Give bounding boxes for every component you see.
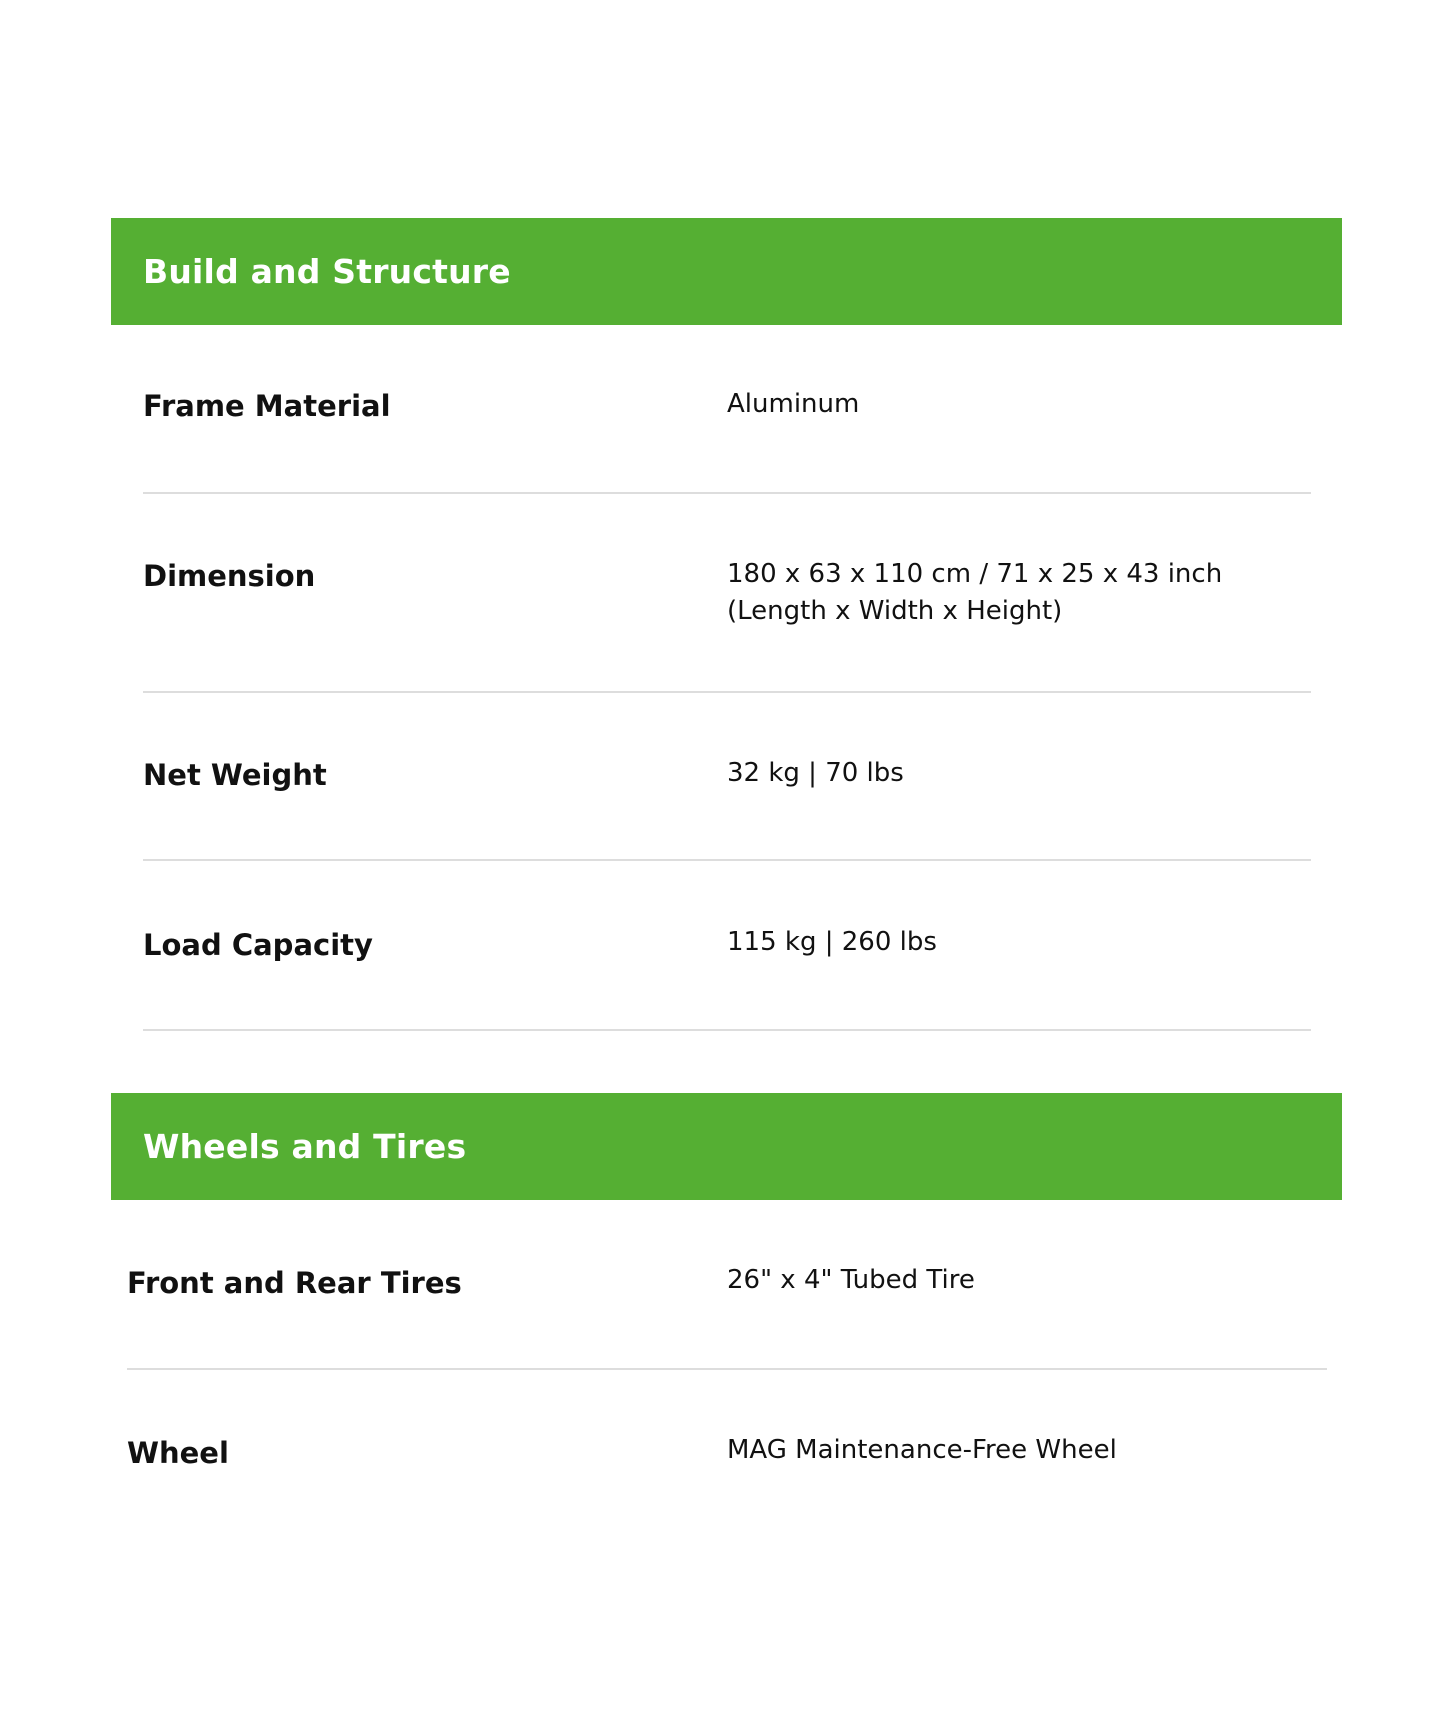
row-divider bbox=[143, 492, 1311, 494]
spec-value-dimension-line-1: 180 x 63 x 110 cm / 71 x 25 x 43 inch bbox=[727, 559, 1223, 589]
row-divider bbox=[143, 691, 1311, 693]
spec-label-net-weight: Net Weight bbox=[143, 758, 327, 792]
spec-value-dimension-line-2: (Length x Width x Height) bbox=[727, 596, 1063, 626]
section-title: Build and Structure bbox=[143, 252, 511, 291]
section-header-build-and-structure bbox=[111, 218, 1342, 325]
row-divider bbox=[127, 1368, 1327, 1370]
row-divider bbox=[143, 1029, 1311, 1031]
spec-label-wheel: Wheel bbox=[127, 1436, 229, 1470]
spec-value-wheel: MAG Maintenance-Free Wheel bbox=[727, 1435, 1117, 1465]
spec-label-frame-material: Frame Material bbox=[143, 389, 391, 423]
spec-value-load-capacity: 115 kg | 260 lbs bbox=[727, 927, 937, 957]
spec-value-front-and-rear-tires: 26" x 4" Tubed Tire bbox=[727, 1265, 975, 1295]
spec-label-load-capacity: Load Capacity bbox=[143, 928, 373, 962]
spec-value-frame-material: Aluminum bbox=[727, 389, 860, 419]
spec-label-front-and-rear-tires: Front and Rear Tires bbox=[127, 1266, 462, 1300]
spec-value-net-weight: 32 kg | 70 lbs bbox=[727, 758, 904, 788]
section-title: Wheels and Tires bbox=[143, 1127, 467, 1166]
row-divider bbox=[143, 859, 1311, 861]
section-header-wheels-and-tires bbox=[111, 1093, 1342, 1200]
spec-label-dimension: Dimension bbox=[143, 559, 316, 593]
